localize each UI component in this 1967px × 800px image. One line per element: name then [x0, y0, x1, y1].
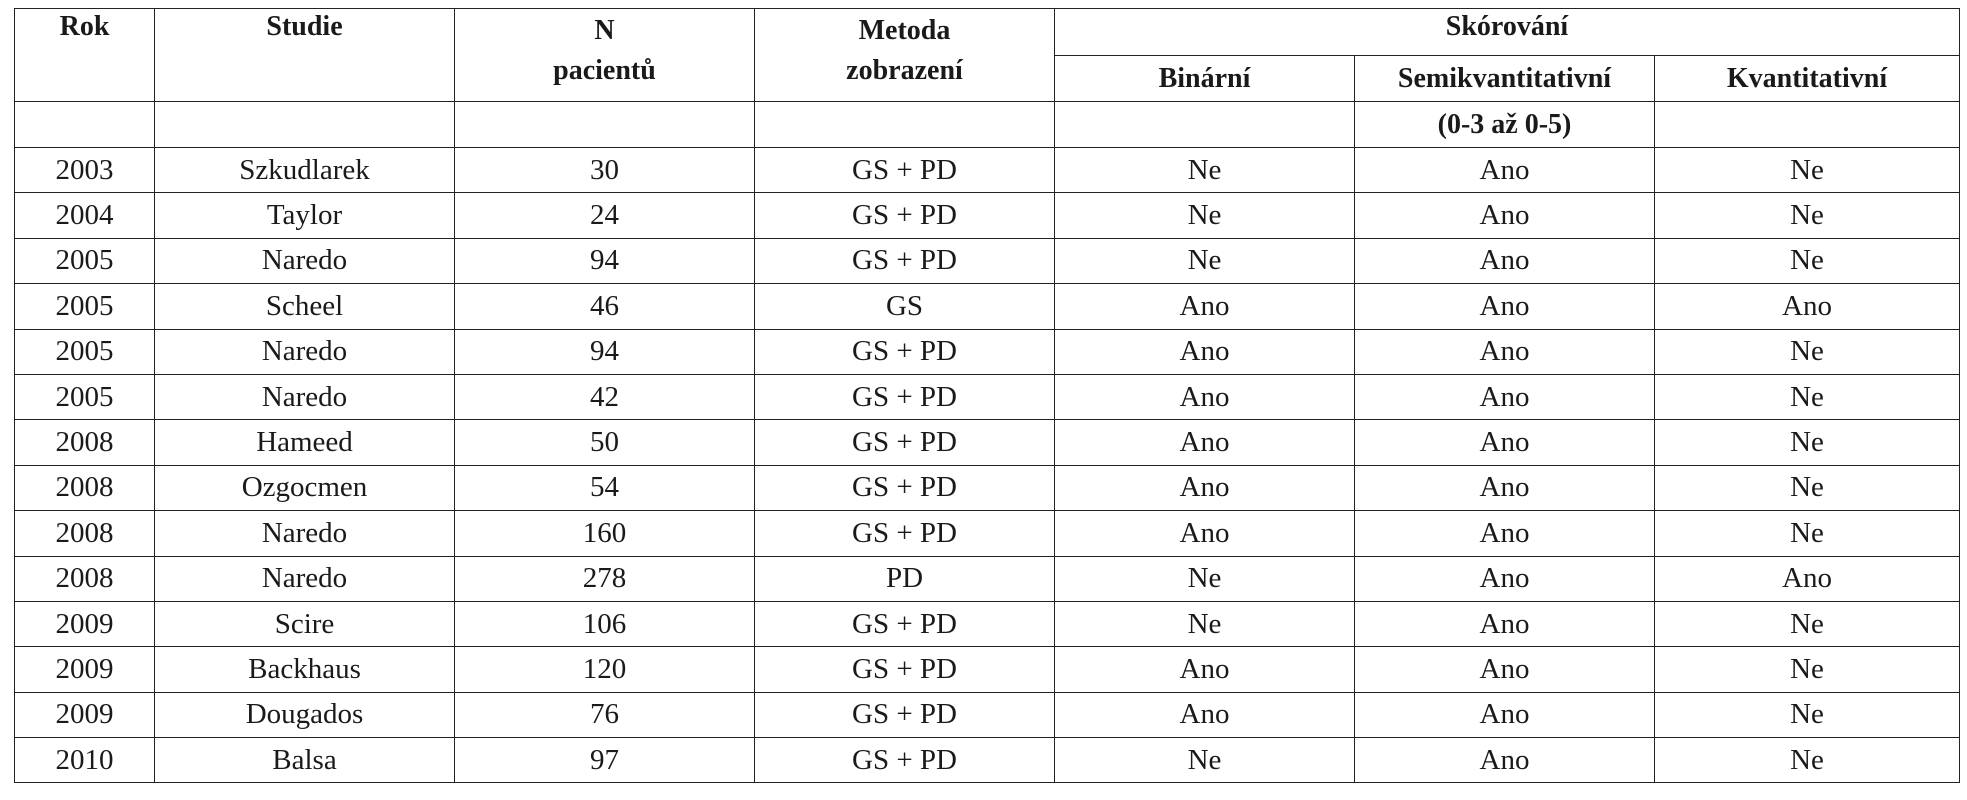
cell-studie: Taylor: [155, 193, 455, 238]
cell-n-pacientu: 30: [455, 148, 755, 193]
table-row: [15, 374, 1960, 419]
header-empty-cell: [755, 102, 1055, 148]
header-semikvantitativni: Semikvantitativní: [1355, 56, 1655, 102]
cell-studie: Scheel: [155, 284, 455, 329]
cell-semikvantitativni: Ano: [1355, 647, 1655, 692]
cell-n-pacientu: 54: [455, 465, 755, 510]
cell-rok: 2005: [15, 374, 155, 419]
cell-n-pacientu: 24: [455, 193, 755, 238]
table-row: [15, 329, 1960, 374]
cell-kvantitativni: Ne: [1655, 511, 1960, 556]
cell-rok: 2005: [15, 329, 155, 374]
cell-studie: Ozgocmen: [155, 465, 455, 510]
cell-binarni: Ne: [1055, 193, 1355, 238]
cell-metoda: GS + PD: [755, 420, 1055, 465]
cell-rok: 2005: [15, 238, 155, 283]
header-metoda: [755, 9, 1055, 102]
cell-rok: 2005: [15, 284, 155, 329]
cell-metoda: GS + PD: [755, 374, 1055, 419]
table-row: [15, 647, 1960, 692]
cell-semikvantitativni: Ano: [1355, 329, 1655, 374]
cell-kvantitativni: Ne: [1655, 647, 1960, 692]
table-row: [15, 738, 1960, 783]
cell-studie: Backhaus: [155, 647, 455, 692]
cell-semikvantitativni: Ano: [1355, 148, 1655, 193]
header-empty-cell: [455, 102, 755, 148]
header-n-line1: N: [594, 15, 615, 46]
cell-metoda: GS + PD: [755, 148, 1055, 193]
cell-metoda: GS: [755, 284, 1055, 329]
cell-studie: Naredo: [155, 329, 455, 374]
cell-binarni: Ano: [1055, 420, 1355, 465]
cell-kvantitativni: Ne: [1655, 465, 1960, 510]
cell-rok: 2008: [15, 511, 155, 556]
cell-n-pacientu: 120: [455, 647, 755, 692]
header-empty-cell: [15, 102, 155, 148]
cell-semikvantitativni: Ano: [1355, 556, 1655, 601]
cell-studie: Hameed: [155, 420, 455, 465]
table-row: [15, 420, 1960, 465]
cell-n-pacientu: 50: [455, 420, 755, 465]
cell-metoda: GS + PD: [755, 465, 1055, 510]
table-row: [15, 193, 1960, 238]
header-kvantitativni: Kvantitativní: [1655, 56, 1960, 102]
cell-binarni: Ano: [1055, 511, 1355, 556]
header-skorovani: Skórování: [1055, 9, 1960, 56]
cell-semikvantitativni: Ano: [1355, 601, 1655, 646]
cell-rok: 2008: [15, 556, 155, 601]
cell-rok: 2003: [15, 148, 155, 193]
header-semikvantitativni-range: (0-3 až 0-5): [1355, 102, 1655, 148]
cell-kvantitativni: Ne: [1655, 329, 1960, 374]
cell-n-pacientu: 46: [455, 284, 755, 329]
cell-studie: Balsa: [155, 738, 455, 783]
header-binarni: Binární: [1055, 56, 1355, 102]
cell-metoda: GS + PD: [755, 193, 1055, 238]
table-row: [15, 148, 1960, 193]
cell-studie: Naredo: [155, 511, 455, 556]
cell-metoda: GS + PD: [755, 329, 1055, 374]
cell-semikvantitativni: Ano: [1355, 692, 1655, 737]
cell-semikvantitativni: Ano: [1355, 374, 1655, 419]
cell-semikvantitativni: Ano: [1355, 238, 1655, 283]
cell-metoda: GS + PD: [755, 647, 1055, 692]
table-row: [15, 465, 1960, 510]
cell-binarni: Ano: [1055, 374, 1355, 419]
cell-rok: 2010: [15, 738, 155, 783]
cell-semikvantitativni: Ano: [1355, 193, 1655, 238]
cell-studie: Dougados: [155, 692, 455, 737]
cell-rok: 2009: [15, 601, 155, 646]
cell-metoda: GS + PD: [755, 238, 1055, 283]
cell-binarni: Ne: [1055, 601, 1355, 646]
cell-studie: Naredo: [155, 556, 455, 601]
cell-binarni: Ne: [1055, 148, 1355, 193]
cell-n-pacientu: 76: [455, 692, 755, 737]
cell-kvantitativni: Ne: [1655, 692, 1960, 737]
cell-metoda: PD: [755, 556, 1055, 601]
cell-metoda: GS + PD: [755, 738, 1055, 783]
cell-metoda: GS + PD: [755, 511, 1055, 556]
cell-binarni: Ne: [1055, 738, 1355, 783]
table-row: [15, 601, 1960, 646]
cell-kvantitativni: Ano: [1655, 556, 1960, 601]
cell-kvantitativni: Ne: [1655, 238, 1960, 283]
header-empty-cell: [155, 102, 455, 148]
table-row: [15, 511, 1960, 556]
cell-kvantitativni: Ne: [1655, 738, 1960, 783]
studies-table: [14, 8, 1960, 783]
cell-binarni: Ne: [1055, 238, 1355, 283]
table-row: [15, 692, 1960, 737]
cell-semikvantitativni: Ano: [1355, 511, 1655, 556]
table-row: [15, 284, 1960, 329]
cell-semikvantitativni: Ano: [1355, 284, 1655, 329]
cell-metoda: GS + PD: [755, 601, 1055, 646]
header-n-line2: pacientů: [553, 55, 656, 86]
cell-metoda: GS + PD: [755, 692, 1055, 737]
cell-binarni: Ano: [1055, 647, 1355, 692]
cell-studie: Naredo: [155, 374, 455, 419]
cell-n-pacientu: 278: [455, 556, 755, 601]
cell-rok: 2008: [15, 465, 155, 510]
table-header: [15, 9, 1960, 148]
cell-semikvantitativni: Ano: [1355, 420, 1655, 465]
cell-binarni: Ano: [1055, 692, 1355, 737]
cell-semikvantitativni: Ano: [1355, 465, 1655, 510]
header-studie: Studie: [155, 9, 455, 102]
studies-table-container: [14, 8, 1959, 783]
cell-n-pacientu: 106: [455, 601, 755, 646]
cell-kvantitativni: Ne: [1655, 601, 1960, 646]
cell-rok: 2009: [15, 692, 155, 737]
cell-rok: 2008: [15, 420, 155, 465]
cell-rok: 2004: [15, 193, 155, 238]
cell-n-pacientu: 94: [455, 238, 755, 283]
cell-studie: Scire: [155, 601, 455, 646]
cell-binarni: Ne: [1055, 556, 1355, 601]
header-empty-cell: [1055, 102, 1355, 148]
cell-studie: Naredo: [155, 238, 455, 283]
table-row: [15, 238, 1960, 283]
cell-n-pacientu: 94: [455, 329, 755, 374]
cell-rok: 2009: [15, 647, 155, 692]
cell-kvantitativni: Ne: [1655, 420, 1960, 465]
header-rok: Rok: [15, 9, 155, 102]
table-row: [15, 556, 1960, 601]
table-body: [15, 148, 1960, 783]
cell-kvantitativni: Ne: [1655, 193, 1960, 238]
cell-kvantitativni: Ne: [1655, 374, 1960, 419]
header-metoda-line1: Metoda: [858, 15, 951, 46]
cell-studie: Szkudlarek: [155, 148, 455, 193]
cell-n-pacientu: 160: [455, 511, 755, 556]
header-empty-cell: [1655, 102, 1960, 148]
cell-binarni: Ano: [1055, 284, 1355, 329]
header-metoda-line2: zobrazení: [846, 55, 963, 86]
cell-n-pacientu: 97: [455, 738, 755, 783]
cell-kvantitativni: Ano: [1655, 284, 1960, 329]
cell-kvantitativni: Ne: [1655, 148, 1960, 193]
header-n-pacientu: [455, 9, 755, 102]
cell-binarni: Ano: [1055, 465, 1355, 510]
cell-n-pacientu: 42: [455, 374, 755, 419]
cell-semikvantitativni: Ano: [1355, 738, 1655, 783]
cell-binarni: Ano: [1055, 329, 1355, 374]
